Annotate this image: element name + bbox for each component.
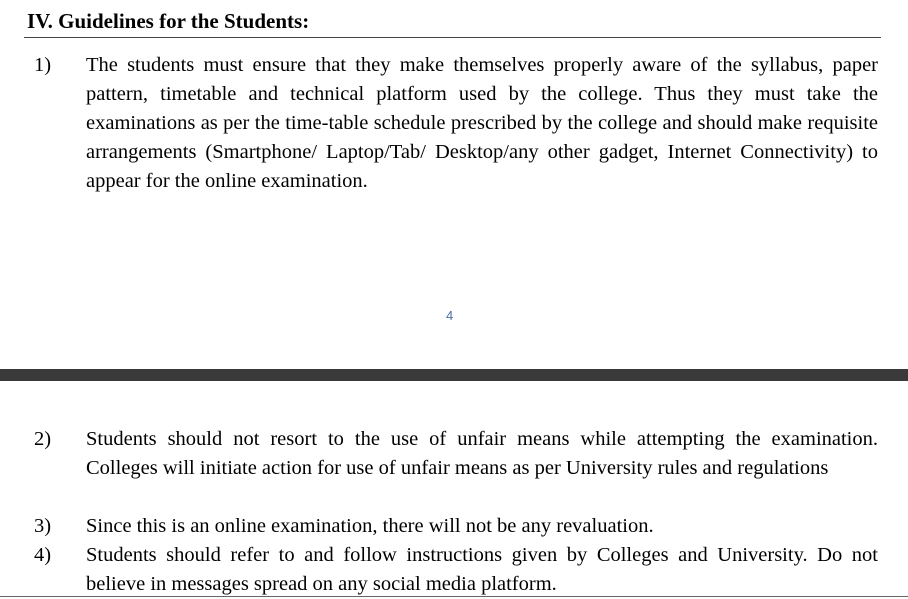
list-item-text: Students should refer to and follow instructions given by Colleges and University. Do not believe in messages spread on any social media platform. xyxy=(86,544,878,595)
document-page-bottom xyxy=(0,381,908,599)
page-bottom-edge xyxy=(0,596,908,597)
section-heading: IV. Guidelines for the Students: xyxy=(27,9,310,33)
list-item-number: 2) xyxy=(34,428,52,450)
heading-underline xyxy=(24,37,881,38)
list-item-number: 3) xyxy=(34,515,52,537)
list-item-number: 1) xyxy=(34,54,52,76)
list-item-text: Since this is an online examination, there will not be any revaluation. xyxy=(86,515,654,537)
list-item-number: 4) xyxy=(34,544,52,566)
list-item-text: The students must ensure that they make themselves properly aware of the syllabus, paper pattern, timetable and technical platform used by the college. Thus they must take the examinations as per the time-table schedule prescribed by the college and should make requisite arrangements (Smartphone/ Laptop/Tab/ Desktop/any other gadget, Internet Connectivity) to appear for the online examination. xyxy=(86,54,878,192)
page-number: 4 xyxy=(446,308,454,323)
list-item-text: Students should not resort to the use of unfair means while attempting the examination. Colleges will initiate action for use of unfair means as per University rules and regulations xyxy=(86,428,878,479)
page-break-separator xyxy=(0,369,908,381)
